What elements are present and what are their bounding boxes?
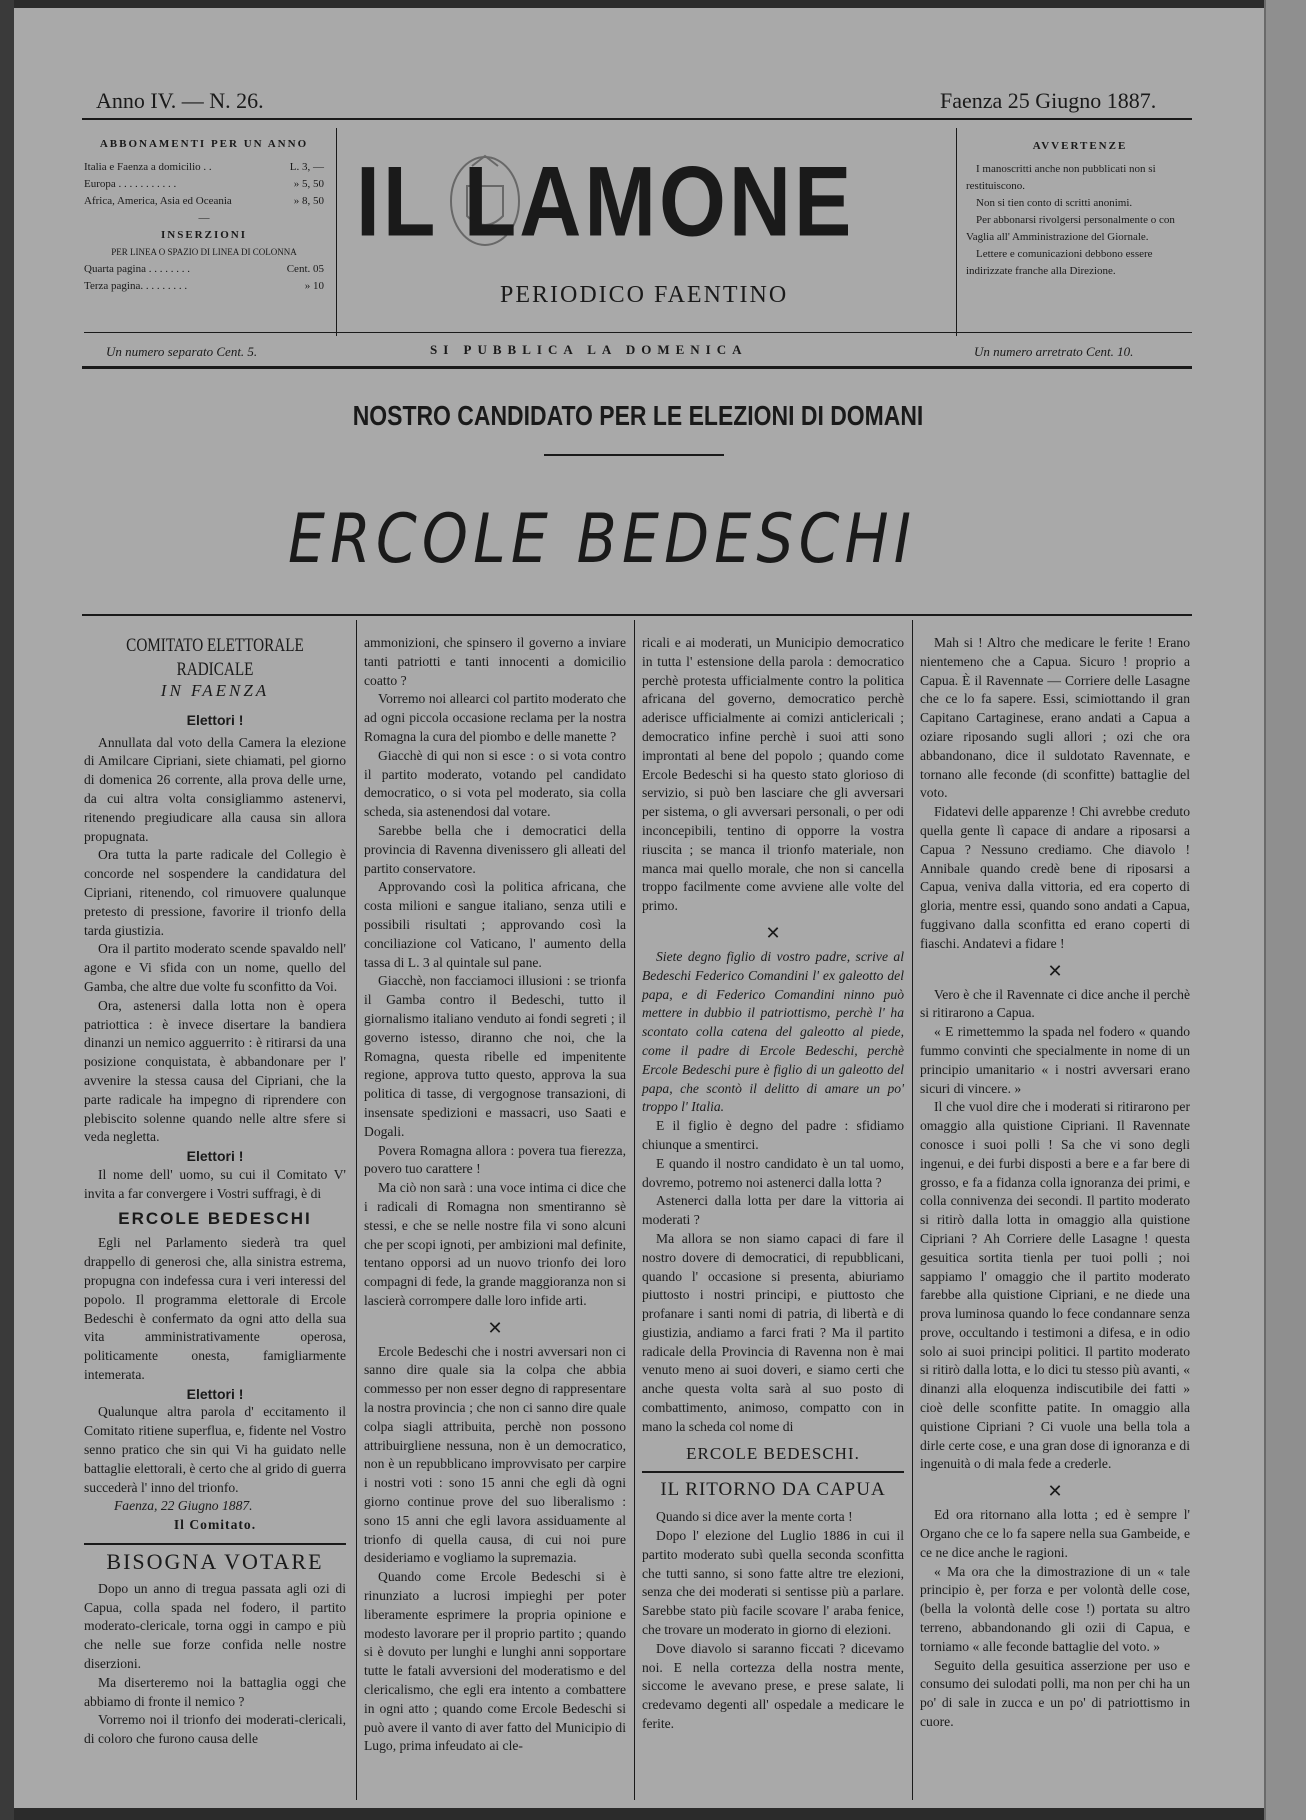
header-bottom-rule [82, 366, 1192, 369]
paragraph: Ora tutta la parte radicale del Collegio è concorde nel sospendere la candidatura del Cipriani, ritenendo, col rimuovere qualunque pretesto di pressione, favorire il trionfo della tarda giustizia. [84, 847, 346, 938]
publication-schedule: SI PUBBLICA LA DOMENICA [430, 342, 748, 357]
avvertenze-title: AVVERTENZE [1032, 140, 1128, 152]
paragraph: « Ma ora che la dimostrazione di un « tale principio è, per forza e per volontà delle cose, (bella la volontà delle cose !) portata su altro terreno, abbandonando gli ozii di Capua, e torniamo « alle feconde battaglie del voto. » [920, 1563, 1190, 1654]
column-divider [634, 620, 635, 1800]
page-right-edge [1264, 0, 1306, 1820]
abbonamento-row: Europa . . . . . . . . . . . » 5, 50 [84, 178, 324, 190]
avvertenza-line: Per abbonarsi rivolgersi personalmente o con Vaglia all' Amministrazione del Giornale. [966, 214, 1175, 243]
issue-date: Faenza 25 Giugno 1887. [940, 88, 1157, 113]
section-break-cross: ✕ [1047, 1481, 1063, 1502]
article-column-1 [84, 634, 346, 1749]
candidate-name: ERCOLE BEDESCHI [118, 1208, 312, 1228]
paragraph: Egli nel Parlamento siederà tra quel drappello di generosi che, alla sinistra estrema, propugna con indefessa cura i veri interessi del popolo. Il programma elettorale di Ercole Bedeschi è confermato da ogni atto della sua vita amministrativamente operosa, politicamente onesta, famigliarmente intemerata. [84, 1235, 346, 1382]
headline-title: NOSTRO CANDIDATO PER LE ELEZIONI DI DOMANI [352, 400, 924, 431]
paragraph: Approvando così la politica africana, che costa milioni e sangue italiano, senza utili e possibili risultati ; approvando così la conciliazione col Vaticano, l' aumento della tassa di L. 3 al quintale sul pane. [364, 879, 626, 970]
city-crest-stamp [442, 146, 528, 256]
paragraph: Ma ciò non sarà : una voce intima ci dice che i radicali di Romagna non smentiranno sè stessi, e che se nelle nostre fila vi sono alcuni che per scopi ignoti, per ambizioni mal definite, tentano opporsi ad un nuovo trionfo dei loro compagni di fede, la grande maggioranza non si lascierà corrompere dalle loro infide arti. [364, 1180, 626, 1308]
paragraph: Fidatevi delle apparenze ! Chi avrebbe creduto quella gente lì capace di andare a riposarsi a Capua ? Nessuno crediamo. Che diavolo ! Annibale quando credè bene di riposarsi a Capua, veniva dalla vittoria, ed era coperto di gloria, mentre essi, quando sono andati a Capua, fuggivano dalla sconfitta ed erano coperti di fiaschi. Andatevi a fidare ! [920, 804, 1190, 951]
numero-arretrato: Un numero arretrato Cent. 10. [974, 344, 1134, 359]
column-divider [356, 620, 357, 1800]
paragraph: Sarebbe bella che i democratici della provincia di Ravenna divenissero gli alleati del partito conservatore. [364, 822, 626, 876]
paragraph: Dopo un anno di tregua passata agli ozi di Capua, colla spada nel fodero, il partito moderato-clericale, torna oggi in campo e più che nelle sue forze confida nelle nostre diserzioni. [84, 1580, 346, 1672]
paragraph: Qualunque altra parola d' eccitamento il Comitato ritiene superflua, e, fidente nel Vostro senno pratico che sin qui Vi ha guidato nelle battaglie elettorali, è certo che al grido di guerra succederà l' inno del trionfo. [84, 1404, 346, 1495]
comitato-subheading: IN FAENZA [160, 681, 270, 700]
header-right-divider [956, 128, 957, 336]
avvertenza-line: I manoscritti anche non pubblicati non si restituiscono. [966, 163, 1156, 192]
paragraph: ammonizioni, che spinsero il governo a inviare tanti patriotti e tanti innocenti a domicilio coatto ? [364, 635, 626, 688]
issue-number: Anno IV. — N. 26. [96, 88, 264, 113]
paragraph: E quando il nostro candidato è un tal uomo, dovremo, potremo noi astenerci dalla lotta ? [642, 1155, 904, 1190]
paragraph: Mah si ! Altro che medicare le ferite ! Erano nientemeno che a Capua. Sicuro ! proprio a Capua. È il Ravennate — Corriere delle Lasagne che ce lo fa sapere. Essi, scimiottando il gran Capitano Cartaginese, erano andati a Capua a oziare riposando sugli allori ; ozi che ora abbandonano, dice il suldotato Ravennate, e tornano alle feconde (di sconfitte) battaglie del voto. [920, 635, 1190, 801]
paragraph: Annullata dal voto della Camera la elezione di Amilcare Cipriani, siete chiamati, pel giorno di domenica 26 corrente, alla prova delle urne, da cui altra volta consigliammo astenervi, ritenendo pregiudicare alla causa sin allora propugnata. [84, 734, 346, 844]
paragraph: Ma diserteremo noi la battaglia oggi che abbiamo di fronte il nemico ? [84, 1674, 346, 1709]
avvertenze-box [966, 138, 1194, 280]
paragraph: Giacchè di qui non si esce : o si vota contro il partito moderato, votando pel candidato democratico, o si vota pel moderato, sia colla scheda, sia astenendosi dal votare. [364, 747, 626, 820]
column-divider [912, 620, 913, 1800]
separator-dash: — [198, 212, 210, 224]
elettori-heading: Elettori ! [186, 1385, 244, 1402]
body-top-rule [82, 614, 1192, 616]
signature: Il Comitato. [173, 1517, 257, 1533]
paragraph: Quando come Ercole Bedeschi si è rinunziato a lucrosi impieghi per poter liberamente esprimere la propria opinione e modesto lavorare per il proprio partito ; quando si è dovuto per lunghi e lunghi anni sopportare tutte le fatali avversioni del moderatismo e del clericalismo, che egli era intento a combattere in ogni atto ; quando come Ercole Bedeschi si può avere il vanto di aver fatto del Municipio di Lugo, prima infeudato ai cle- [364, 1569, 626, 1754]
newspaper-page [14, 8, 1264, 1808]
section-break-cross: ✕ [765, 922, 781, 943]
paragraph: Dopo l' elezione del Luglio 1886 in cui il partito moderato subì quella seconda sconfitta che tutti sanno, si sono fatte altre tre elezioni, senza che dei moderati si sentisse più a parlare. Sarebbe stato più facile scovare l' araba fenice, che trovare un moderato in giorno di elezioni. [642, 1528, 904, 1638]
paragraph: Ma allora se non siamo capaci di fare il nostro dovere di democratici, di repubblicani, quando l' occasione si presenta, abiuriamo piuttosto i nostri principi, e piuttosto che profanare i santi nomi di patria, di libertà e di giustizia, andiamo a farci frati ? Ma il partito radicale della Provincia di Ravenna non è mai venuto meno ai suoi doveri, e siamo certi che anche questa volta sarà al suo posto di combattimento, animoso, compatto con in mano la scheda col nome di [642, 1230, 904, 1434]
abbonamento-row: Africa, America, Asia ed Oceania » 8, 50 [84, 195, 324, 207]
paragraph: E il figlio è degno del padre : sfidiamo chiunque a smentirci. [642, 1118, 904, 1152]
section-break-cross: ✕ [487, 1317, 503, 1338]
inserzioni-subtitle: PER LINEA O SPAZIO DI LINEA DI COLONNA [111, 247, 297, 257]
paragraph: Dove diavolo si saranno ficcati ? dicevamo noi. E nella cortezza della nostra mente, siccome le avevano prese, e prese salate, li credevamo degenti all' ospedale a medicare le ferite. [642, 1640, 904, 1732]
dateline: Faenza, 22 Giugno 1887. [114, 1498, 253, 1514]
comitato-heading: COMITATO ELETTORALE RADICALE [126, 635, 304, 680]
paragraph: Povera Romagna allora : povera tua fierezza, povero tuo carattere ! [364, 1142, 626, 1177]
header-mid-rule [84, 332, 1192, 333]
header-top-rule [82, 118, 1192, 120]
inserzioni-row: Terza pagina. . . . . . . . . » 10 [84, 280, 324, 292]
article-column-2 [364, 634, 626, 1756]
paragraph: Ercole Bedeschi che i nostri avversari non ci sanno dire quale sia la colpa che abbia commesso per non esser degno di rappresentare la nostra provincia ; che non ci sanno dire quale colpa siagli attribuita, perchè non possono attribuirgliene nessuna, non è un democratico, non è un repubblicano improvvisato per carpire i nostri voti : sono 15 anni che egli dà ogni giorno continue prove del suo liberalismo : sono 15 anni che egli lavora assiduamente al trionfo di quella causa, di cui noi pure desideriamo e vogliamo la supremazia. [364, 1343, 626, 1566]
paragraph: Siete degno figlio di vostro padre, scrive al Bedeschi Federico Comandini l' ex galeotto del papa, e di Federico Comandini ninno può mettere in dubbio il patriottismo, perchè l' ha scontato colla catena del galeotto al piede, come il padre di Ercole Bedeschi, perchè Ercole Bedeschi pure è figlio di un galeotto del papa, che scontò il delitto di amare un po' troppo l' Italia. [642, 948, 904, 1115]
avvertenza-line: Lettere e comunicazioni debbono essere indirizzate franche alla Direzione. [966, 248, 1153, 277]
article-column-4 [920, 634, 1190, 1732]
article-column-3 [642, 634, 904, 1734]
section-rule [84, 1543, 346, 1545]
paragraph: Ed ora ritornano alla lotta ; ed è sempre l' Organo che ce lo fa sapere nella sua Gambeide, e ce ne dice anche le ragioni. [920, 1507, 1190, 1560]
abbonamenti-title: ABBONAMENTI PER UN ANNO [99, 138, 309, 150]
abbonamento-row: Italia e Faenza a domicilio . . L. 3, — [84, 161, 324, 173]
paragraph: Seguito della gesuitica asserzione per uso e consumo dei sulodati polli, ma non per chi ha un po' di sale in zucca e un po' di patriottismo in cuore. [920, 1657, 1190, 1730]
numero-separato: Un numero separato Cent. 5. [106, 344, 258, 359]
paragraph: Ora il partito moderato scende spavaldo nell' agone e Vi sfida con un nome, quello del Gamba, che altre due volte fu sconfitto da Voi. [84, 941, 346, 994]
abbonamenti-box [84, 136, 324, 295]
paragraph: Il che vuol dire che i moderati si ritirarono per omaggio alla quistione Cipriani. Il Ravennate conosce i suoi polli ! Sa che vi sono degli ingenui, e dei furbi disposti a bere e a far bere di grosso, e fa a fidanza colla ignoranza dei primi, e colla connivenza dei secondi. Il partito moderato si ritirò dalla lotta in omaggio alla quistione Cipriani ? Ah Corriere delle Lasagne ! questa gesuitica sortita tienla per tuoi polli ; noi sappiamo l' omaggio che il partito moderato farebbe alla quistione Cipriani, e ne diede una prova luminosa quando lo fece condannare senza prove, occultando i testimoni a difesa, e in odio solo ai suoi principi politici. Il partito moderato si ritirò dalla lotta, e lo dici tu stesso più avanti, « dinanzi alla eloquenza indiscutibile dei fatti » cioè delle sconfitte patite. In omaggio alla quistione Cipriani ? Ci vuole una bella tola a dirle certe cose, e una gran dose di ignoranza e di ingenuità o di mala fede a crederle. [920, 1099, 1190, 1472]
section-break-cross: ✕ [1047, 960, 1063, 981]
masthead-subtitle: PERIODICO FAENTINO [500, 282, 789, 308]
paragraph: Ora, astenersi dalla lotta non è opera patriottica : è invece disertare la bandiera dinanzi un nemico agguerrito : è ritirarsi da una posizione conquistata, è abbandonare per l' avvenire la stessa causa del Cipriani, che la parte radicale ha impegno di riprendere con plebiscito solenne quando nelle altre sfere si veda negletta. [84, 997, 346, 1145]
inserzioni-title: INSERZIONI [160, 229, 248, 241]
section-rule [642, 1471, 904, 1473]
inserzioni-row: Quarta pagina . . . . . . . . Cent. 05 [84, 263, 324, 275]
ritorno-capua-heading: IL RITORNO DA CAPUA [660, 1479, 886, 1501]
paragraph: Giacchè, non facciamoci illusioni : se trionfa il Gamba contro il Bedeschi, tutto il giornalismo italiano venduto ai fondi segreti ; il governo istesso, diranno che noi, che la Romagna, questa ribelle ed impenitente regione, approva tutto questo, approva la sua politica di tasse, di vergognose transazioni, di insensate spedizioni e massacri, uso Saati e Dogali. [364, 973, 626, 1139]
headline-ornament-rule [544, 454, 724, 456]
elettori-heading: Elettori ! [186, 711, 244, 728]
paragraph: Astenerci dalla lotta per dare la vittoria ai moderati ? [642, 1193, 904, 1228]
avvertenza-line: Non si tien conto di scritti anonimi. [976, 197, 1133, 209]
paragraph: ricali e ai moderati, un Municipio democratico in tutta l' estensione della parola : democratico perchè protesta ufficialmente contro la politica africana del governo, democratico perchè aderisce ufficialmente ai comizi anticlericali ; democratico infine perchè i suoi atti sono improntati al bene del popolo ; quando come Ercole Bedeschi si ha questo stato glorioso di servizio, si può ben lasciare che gli avversari per sistema, o gli avversari personali, o per odi inconcepibili, tentino di opporre la vostra riuscita ; se manca il trionfo materiale, non manca mai quello morale, che non si cancella troppo facilmente come avviene alle volte del primo. [642, 635, 904, 914]
candidate-name-banner: ERCOLE BEDESCHI [288, 500, 917, 579]
elettori-heading: Elettori ! [186, 1148, 244, 1165]
paragraph: Il nome dell' uomo, su cui il Comitato V' invita a far convergere i Vostri suffragi, è di [84, 1166, 346, 1201]
candidate-name: ERCOLE BEDESCHI. [686, 1443, 860, 1463]
paragraph: Vorremo noi il trionfo dei moderati-clericali, di coloro che furono causa delle [84, 1712, 346, 1747]
book-binding-edge [0, 0, 14, 1820]
bisogna-votare-heading: BISOGNA VOTARE [106, 1549, 324, 1575]
paragraph: Vero è che il Ravennate ci dice anche il perchè si ritirarono a Capua. [920, 986, 1190, 1021]
paragraph: « E rimettemmo la spada nel fodero « quando fummo convinti che specialmente in nome di un principio umanitario « i nostri avversari erano sicuri di vincere. » [920, 1024, 1190, 1096]
paragraph: Quando si dice aver la mente corta ! [656, 1509, 853, 1525]
paragraph: Vorremo noi allearci col partito moderato che ad ogni piccola occasione reclama per la nostra Romagna la cura del piombo e delle manette ? [364, 691, 626, 744]
header-left-divider [336, 128, 337, 336]
masthead-title: IL LAMONE [356, 147, 855, 258]
